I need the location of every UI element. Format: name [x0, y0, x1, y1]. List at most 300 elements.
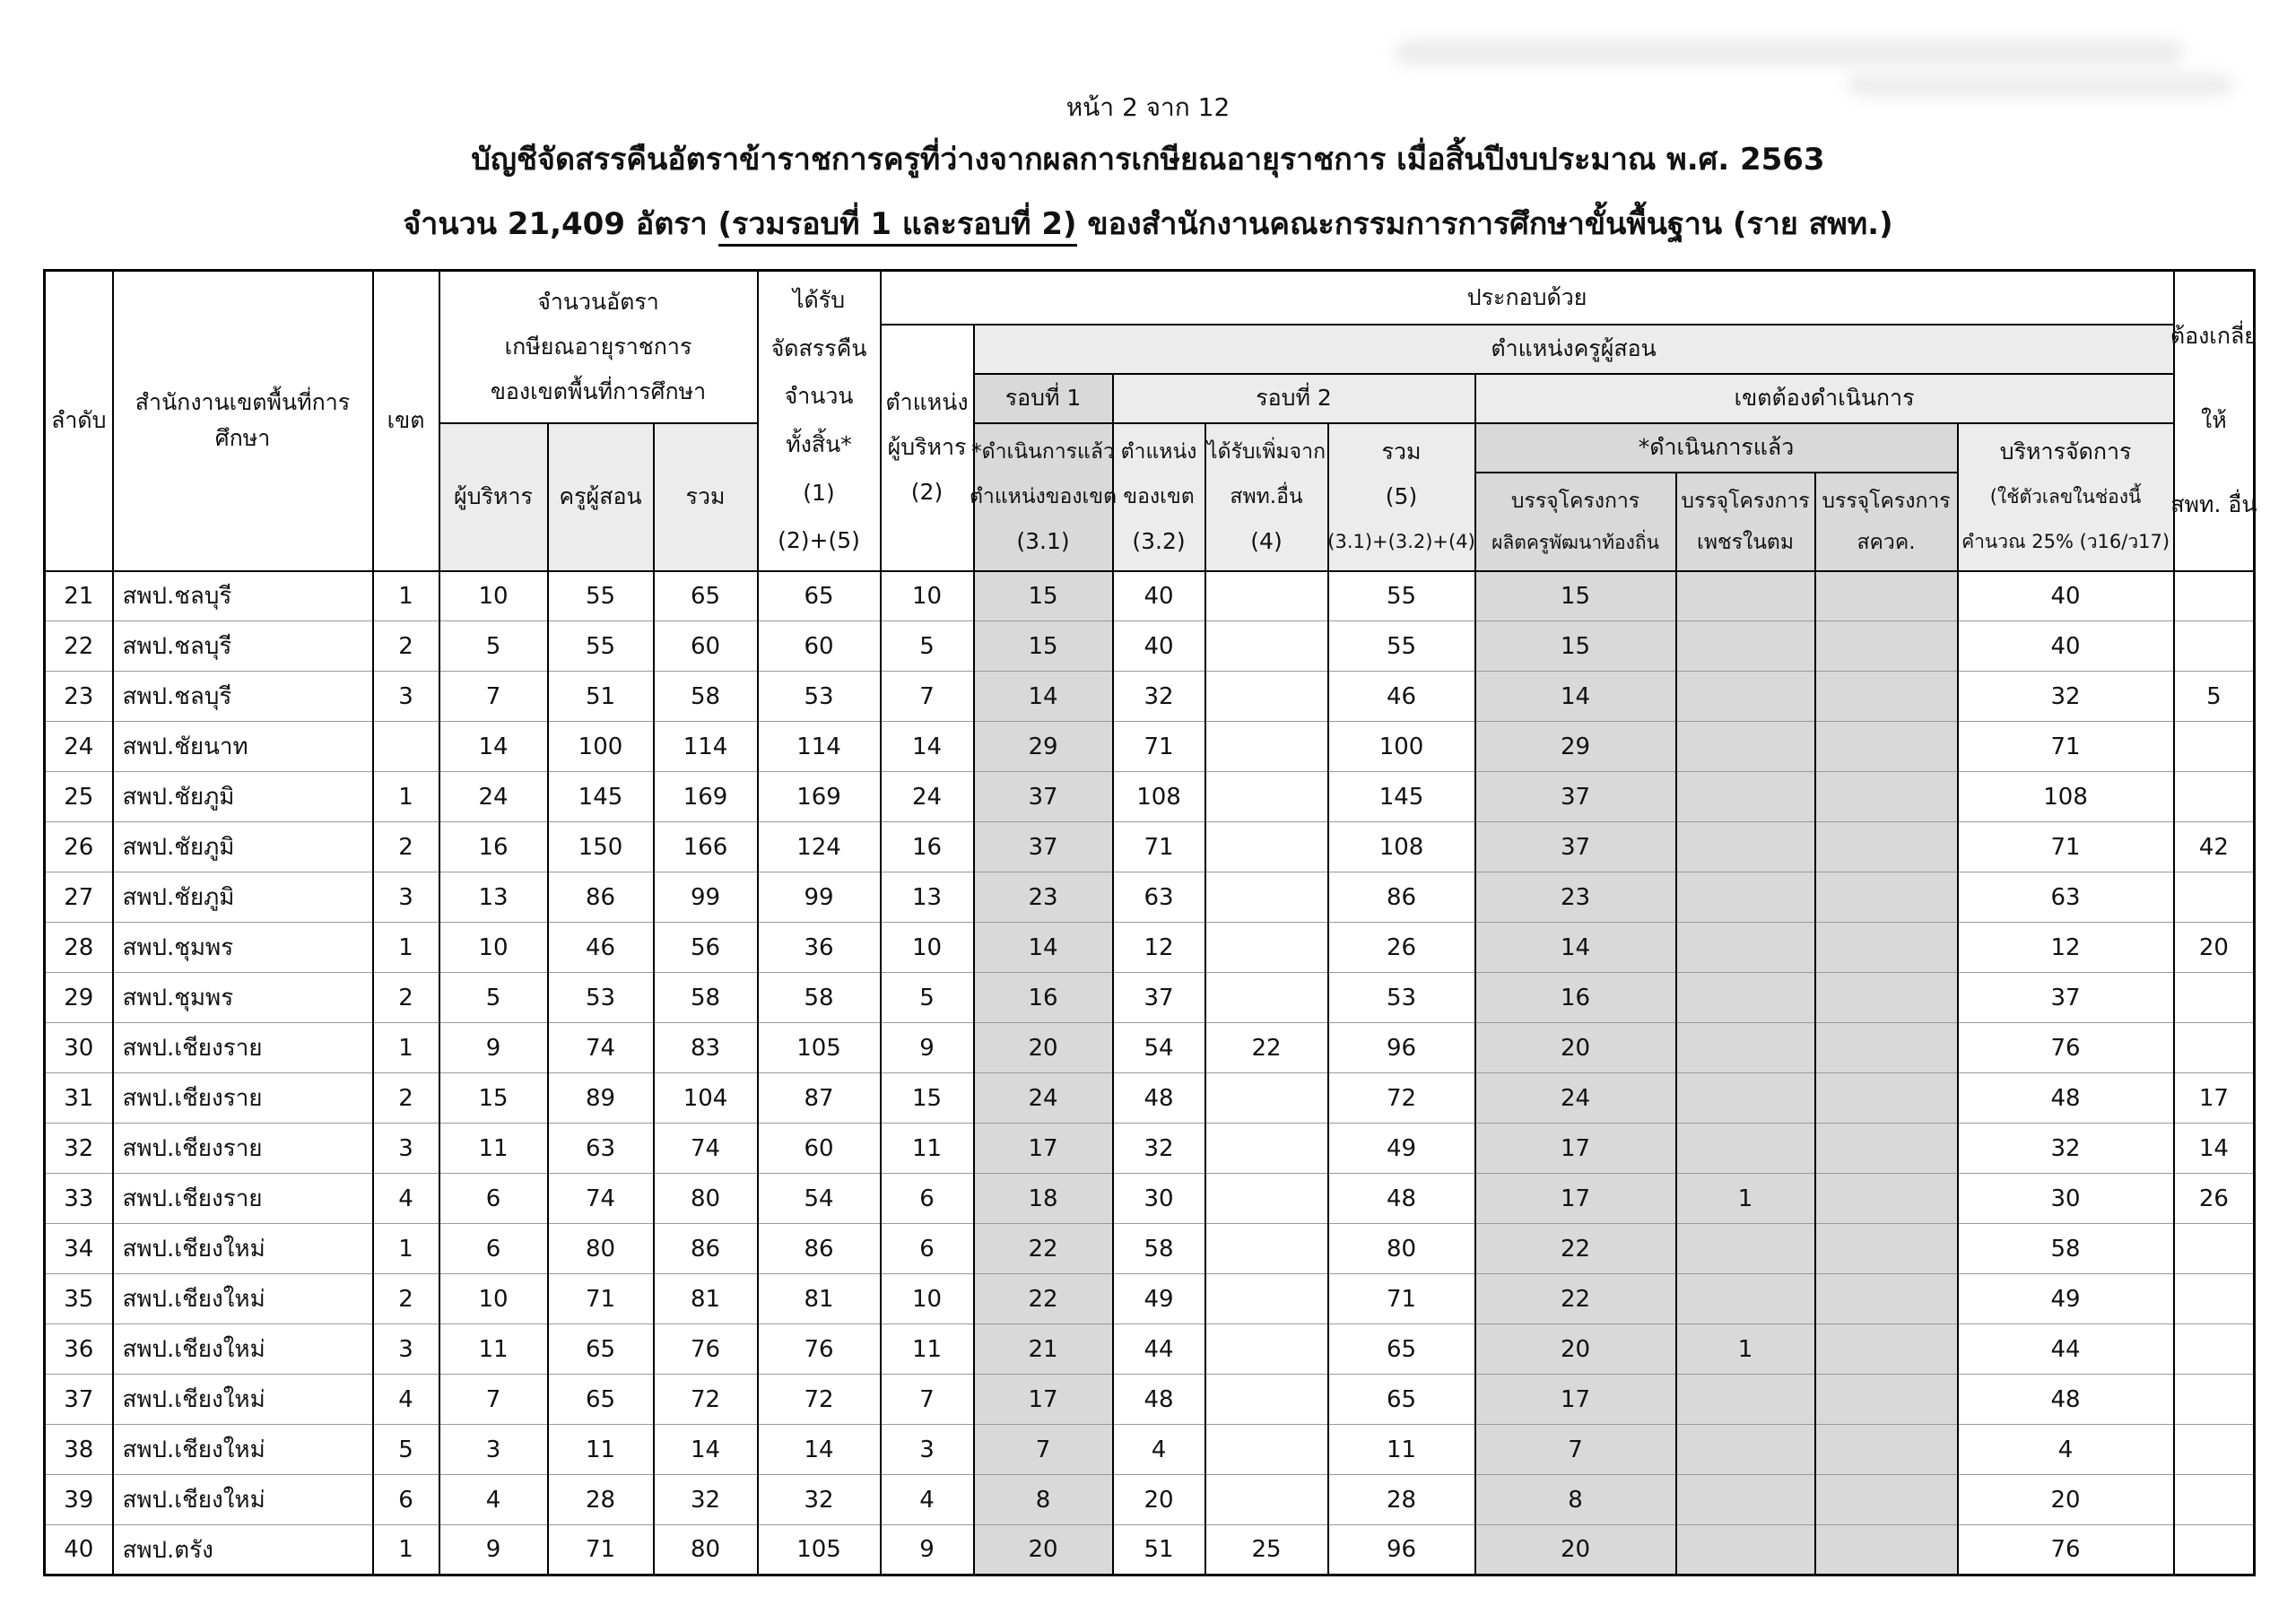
- table-row: [45, 1073, 2255, 1124]
- cell-phet: [1676, 1274, 1815, 1324]
- header-transfer-out: ต้องเกลี่ย ให้ สพท. อื่น: [2174, 271, 2255, 571]
- cell-c32: 49: [1113, 1274, 1205, 1324]
- cell-c5: 96: [1328, 1023, 1475, 1073]
- cell-local: 22: [1475, 1224, 1676, 1274]
- header-retired-total: รวม: [654, 423, 758, 571]
- cell-manage: 48: [1958, 1375, 2174, 1425]
- cell-c5: 48: [1328, 1174, 1475, 1224]
- table-row: [45, 973, 2255, 1023]
- cell-c32: 44: [1113, 1324, 1205, 1375]
- cell-office: สพป.ชัยภูมิ: [113, 772, 373, 822]
- cell-manage: 71: [1958, 722, 2174, 772]
- subtitle-suffix: ของสำนักงานคณะกรรมการการศึกษาขั้นพื้นฐาน (ราย สพท.): [1076, 206, 1893, 242]
- cell-admin: 7: [439, 672, 548, 722]
- cell-c2: 16: [881, 822, 974, 872]
- cell-no: 34: [45, 1224, 113, 1274]
- cell-skwk: [1815, 1375, 1958, 1425]
- header-manage: บริหารจัดการ (ใช้ตัวเลขในช่องนี้ คำนวณ 25% (ว16/ว17): [1958, 423, 2174, 571]
- cell-no: 35: [45, 1274, 113, 1324]
- cell-admin: 10: [439, 1274, 548, 1324]
- table-row: [45, 1375, 2255, 1425]
- cell-c31: 14: [974, 923, 1113, 973]
- header-retire-group: จำนวนอัตรา เกษียณอายุราชการ ของเขตพื้นที่การศึกษา: [439, 271, 758, 423]
- cell-total: 104: [654, 1073, 758, 1124]
- cell-total: 169: [654, 772, 758, 822]
- cell-skwk: [1815, 1324, 1958, 1375]
- cell-local: 22: [1475, 1274, 1676, 1324]
- cell-zone: 1: [373, 772, 439, 822]
- cell-total: 65: [654, 571, 758, 621]
- cell-skwk: [1815, 1174, 1958, 1224]
- cell-c4: [1205, 621, 1328, 672]
- cell-teacher: 100: [548, 722, 654, 772]
- cell-c5: 86: [1328, 872, 1475, 923]
- cell-c32: 51: [1113, 1525, 1205, 1575]
- cell-admin: 13: [439, 872, 548, 923]
- cell-c1: 105: [758, 1023, 881, 1073]
- cell-skwk: [1815, 872, 1958, 923]
- cell-phet: [1676, 772, 1815, 822]
- cell-zone: 3: [373, 1124, 439, 1174]
- cell-transfer: 42: [2174, 822, 2255, 872]
- cell-local: 16: [1475, 973, 1676, 1023]
- cell-local: 15: [1475, 621, 1676, 672]
- cell-no: 22: [45, 621, 113, 672]
- cell-c32: 4: [1113, 1425, 1205, 1475]
- cell-manage: 58: [1958, 1224, 2174, 1274]
- cell-zone: 2: [373, 973, 439, 1023]
- cell-phet: [1676, 872, 1815, 923]
- cell-transfer: [2174, 1224, 2255, 1274]
- cell-c31: 24: [974, 1073, 1113, 1124]
- cell-c32: 32: [1113, 672, 1205, 722]
- header-col-3-1: *ดำเนินการแล้ว ตำแหน่งของเขต (3.1): [974, 423, 1113, 571]
- cell-transfer: [2174, 973, 2255, 1023]
- cell-office: สพป.เชียงใหม่: [113, 1324, 373, 1375]
- cell-admin: 4: [439, 1475, 548, 1525]
- cell-office: สพป.ชุมพร: [113, 923, 373, 973]
- cell-c31: 17: [974, 1375, 1113, 1425]
- cell-total: 74: [654, 1124, 758, 1174]
- cell-c31: 16: [974, 973, 1113, 1023]
- cell-transfer: 5: [2174, 672, 2255, 722]
- header-project-local-teacher: บรรจุโครงการ ผลิตครูพัฒนาท้องถิ่น: [1475, 473, 1676, 571]
- cell-total: 32: [654, 1475, 758, 1525]
- cell-transfer: [2174, 772, 2255, 822]
- cell-office: สพป.ชุมพร: [113, 973, 373, 1023]
- cell-c2: 4: [881, 1475, 974, 1525]
- cell-c5: 53: [1328, 973, 1475, 1023]
- cell-c4: [1205, 1124, 1328, 1174]
- table-row: [45, 1224, 2255, 1274]
- cell-c5: 28: [1328, 1475, 1475, 1525]
- cell-teacher: 28: [548, 1475, 654, 1525]
- cell-c1: 54: [758, 1174, 881, 1224]
- cell-skwk: [1815, 1525, 1958, 1575]
- cell-c32: 12: [1113, 923, 1205, 973]
- cell-manage: 40: [1958, 571, 2174, 621]
- cell-c31: 18: [974, 1174, 1113, 1224]
- cell-teacher: 11: [548, 1425, 654, 1475]
- cell-skwk: [1815, 722, 1958, 772]
- cell-phet: [1676, 1425, 1815, 1475]
- document-subtitle: [0, 199, 2296, 247]
- cell-c1: 81: [758, 1274, 881, 1324]
- cell-transfer: [2174, 571, 2255, 621]
- cell-transfer: [2174, 621, 2255, 672]
- allocation-table: [43, 269, 2256, 1576]
- cell-c4: [1205, 1174, 1328, 1224]
- cell-c4: [1205, 1375, 1328, 1425]
- header-col-5: รวม (5) (3.1)+(3.2)+(4): [1328, 423, 1475, 571]
- cell-manage: 40: [1958, 621, 2174, 672]
- cell-no: 29: [45, 973, 113, 1023]
- header-retired-admin: ผู้บริหาร: [439, 423, 548, 571]
- cell-office: สพป.ตรัง: [113, 1525, 373, 1575]
- cell-skwk: [1815, 571, 1958, 621]
- cell-c5: 96: [1328, 1525, 1475, 1575]
- cell-local: 37: [1475, 772, 1676, 822]
- cell-total: 72: [654, 1375, 758, 1425]
- cell-local: 17: [1475, 1375, 1676, 1425]
- cell-zone: 1: [373, 923, 439, 973]
- cell-manage: 71: [1958, 822, 2174, 872]
- cell-no: 33: [45, 1174, 113, 1224]
- cell-teacher: 71: [548, 1525, 654, 1575]
- cell-phet: [1676, 1375, 1815, 1425]
- cell-local: 20: [1475, 1023, 1676, 1073]
- cell-c4: [1205, 923, 1328, 973]
- cell-c31: 17: [974, 1124, 1113, 1174]
- cell-c32: 48: [1113, 1375, 1205, 1425]
- cell-c5: 145: [1328, 772, 1475, 822]
- cell-teacher: 145: [548, 772, 654, 822]
- cell-admin: 24: [439, 772, 548, 822]
- cell-admin: 3: [439, 1425, 548, 1475]
- cell-total: 83: [654, 1023, 758, 1073]
- cell-phet: [1676, 571, 1815, 621]
- cell-admin: 11: [439, 1324, 548, 1375]
- cell-local: 17: [1475, 1124, 1676, 1174]
- table-row: [45, 822, 2255, 872]
- cell-c32: 48: [1113, 1073, 1205, 1124]
- header-col-4: ได้รับเพิ่มจาก สพท.อื่น (4): [1205, 423, 1328, 571]
- cell-c2: 6: [881, 1224, 974, 1274]
- cell-total: 86: [654, 1224, 758, 1274]
- header-project-skwk: บรรจุโครงการ สควค.: [1815, 473, 1958, 571]
- cell-office: สพป.ชลบุรี: [113, 571, 373, 621]
- cell-manage: 108: [1958, 772, 2174, 822]
- cell-zone: 2: [373, 1274, 439, 1324]
- cell-c4: 25: [1205, 1525, 1328, 1575]
- cell-teacher: 46: [548, 923, 654, 973]
- cell-c5: 108: [1328, 822, 1475, 872]
- cell-total: 58: [654, 973, 758, 1023]
- cell-c31: 21: [974, 1324, 1113, 1375]
- cell-office: สพป.ชลบุรี: [113, 621, 373, 672]
- cell-manage: 63: [1958, 872, 2174, 923]
- cell-c1: 36: [758, 923, 881, 973]
- cell-manage: 32: [1958, 672, 2174, 722]
- header-col-3-2: ตำแหน่ง ของเขต (3.2): [1113, 423, 1205, 571]
- cell-c5: 80: [1328, 1224, 1475, 1274]
- cell-transfer: [2174, 1023, 2255, 1073]
- cell-c1: 114: [758, 722, 881, 772]
- cell-c2: 7: [881, 1375, 974, 1425]
- cell-c2: 10: [881, 923, 974, 973]
- table-row: [45, 1525, 2255, 1575]
- cell-c4: [1205, 1475, 1328, 1525]
- header-round1-group: รอบที่ 1: [974, 374, 1113, 423]
- cell-admin: 15: [439, 1073, 548, 1124]
- cell-total: 56: [654, 923, 758, 973]
- cell-c31: 8: [974, 1475, 1113, 1525]
- cell-zone: 5: [373, 1425, 439, 1475]
- cell-c31: 22: [974, 1274, 1113, 1324]
- cell-total: 114: [654, 722, 758, 772]
- cell-skwk: [1815, 1475, 1958, 1525]
- header-round2-group: รอบที่ 2: [1113, 374, 1475, 423]
- cell-c1: 105: [758, 1525, 881, 1575]
- table-body: [45, 571, 2255, 1575]
- table-row: [45, 722, 2255, 772]
- cell-c32: 20: [1113, 1475, 1205, 1525]
- cell-c2: 5: [881, 621, 974, 672]
- header-no: ลำดับ: [45, 271, 113, 571]
- cell-c1: 65: [758, 571, 881, 621]
- cell-zone: 1: [373, 1525, 439, 1575]
- cell-local: 29: [1475, 722, 1676, 772]
- cell-zone: 4: [373, 1375, 439, 1425]
- cell-teacher: 51: [548, 672, 654, 722]
- cell-manage: 30: [1958, 1174, 2174, 1224]
- cell-local: 14: [1475, 923, 1676, 973]
- cell-zone: 6: [373, 1475, 439, 1525]
- table-row: [45, 1124, 2255, 1174]
- cell-c31: 29: [974, 722, 1113, 772]
- cell-c5: 26: [1328, 923, 1475, 973]
- cell-skwk: [1815, 672, 1958, 722]
- cell-c31: 15: [974, 571, 1113, 621]
- cell-c31: 20: [974, 1023, 1113, 1073]
- cell-transfer: [2174, 1274, 2255, 1324]
- document-title: บัญชีจัดสรรคืนอัตราข้าราชการครูที่ว่างจากผลการเกษียณอายุราชการ เมื่อสิ้นปีงบประมาณ พ.ศ. 2563: [471, 142, 1825, 178]
- cell-c1: 169: [758, 772, 881, 822]
- cell-admin: 5: [439, 621, 548, 672]
- cell-zone: 1: [373, 571, 439, 621]
- cell-no: 30: [45, 1023, 113, 1073]
- cell-phet: [1676, 1124, 1815, 1174]
- cell-c2: 10: [881, 1274, 974, 1324]
- cell-skwk: [1815, 822, 1958, 872]
- table-row: [45, 571, 2255, 621]
- cell-phet: [1676, 1475, 1815, 1525]
- cell-c2: 7: [881, 672, 974, 722]
- cell-transfer: [2174, 1375, 2255, 1425]
- cell-c1: 86: [758, 1224, 881, 1274]
- cell-c4: [1205, 722, 1328, 772]
- cell-manage: 32: [1958, 1124, 2174, 1174]
- cell-c5: 46: [1328, 672, 1475, 722]
- cell-c5: 55: [1328, 621, 1475, 672]
- cell-c2: 5: [881, 973, 974, 1023]
- cell-phet: 1: [1676, 1174, 1815, 1224]
- cell-phet: [1676, 722, 1815, 772]
- cell-admin: 6: [439, 1174, 548, 1224]
- cell-c32: 63: [1113, 872, 1205, 923]
- cell-manage: 48: [1958, 1073, 2174, 1124]
- table-row: [45, 1324, 2255, 1375]
- table-row: [45, 621, 2255, 672]
- cell-total: 80: [654, 1525, 758, 1575]
- cell-manage: 76: [1958, 1525, 2174, 1575]
- table-header: [45, 271, 2255, 571]
- cell-c5: 11: [1328, 1425, 1475, 1475]
- cell-total: 76: [654, 1324, 758, 1375]
- header-zone-action-group: เขตต้องดำเนินการ: [1475, 374, 2174, 423]
- cell-c1: 53: [758, 672, 881, 722]
- cell-c5: 72: [1328, 1073, 1475, 1124]
- cell-zone: 2: [373, 621, 439, 672]
- cell-total: 166: [654, 822, 758, 872]
- cell-phet: [1676, 1224, 1815, 1274]
- cell-office: สพป.เชียงราย: [113, 1073, 373, 1124]
- cell-zone: 1: [373, 1023, 439, 1073]
- cell-manage: 4: [1958, 1425, 2174, 1475]
- cell-transfer: [2174, 1425, 2255, 1475]
- cell-c5: 71: [1328, 1274, 1475, 1324]
- subtitle-underlined-segment: (รวมรอบที่ 1 และรอบที่ 2): [718, 206, 1077, 247]
- cell-local: 24: [1475, 1073, 1676, 1124]
- cell-c2: 9: [881, 1525, 974, 1575]
- cell-c32: 40: [1113, 621, 1205, 672]
- cell-c5: 100: [1328, 722, 1475, 772]
- cell-phet: [1676, 923, 1815, 973]
- cell-c4: [1205, 1324, 1328, 1375]
- cell-office: สพป.เชียงใหม่: [113, 1375, 373, 1425]
- cell-skwk: [1815, 1124, 1958, 1174]
- cell-admin: 14: [439, 722, 548, 772]
- cell-c2: 13: [881, 872, 974, 923]
- cell-skwk: [1815, 1023, 1958, 1073]
- cell-no: 31: [45, 1073, 113, 1124]
- cell-manage: 12: [1958, 923, 2174, 973]
- cell-transfer: [2174, 872, 2255, 923]
- cell-admin: 11: [439, 1124, 548, 1174]
- cell-office: สพป.เชียงราย: [113, 1174, 373, 1224]
- cell-teacher: 80: [548, 1224, 654, 1274]
- cell-no: 25: [45, 772, 113, 822]
- cell-phet: [1676, 621, 1815, 672]
- cell-no: 37: [45, 1375, 113, 1425]
- table-row: [45, 1475, 2255, 1525]
- cell-c1: 32: [758, 1475, 881, 1525]
- cell-c32: 32: [1113, 1124, 1205, 1174]
- table-row: [45, 923, 2255, 973]
- cell-total: 99: [654, 872, 758, 923]
- cell-transfer: 17: [2174, 1073, 2255, 1124]
- header-admin-position: ตำแหน่ง ผู้บริหาร (2): [881, 325, 974, 571]
- cell-c2: 3: [881, 1425, 974, 1475]
- cell-c4: [1205, 772, 1328, 822]
- cell-c31: 7: [974, 1425, 1113, 1475]
- cell-transfer: 14: [2174, 1124, 2255, 1174]
- cell-phet: 1: [1676, 1324, 1815, 1375]
- cell-no: 21: [45, 571, 113, 621]
- header-consist-group: ประกอบด้วย: [881, 271, 2174, 325]
- table-row: [45, 872, 2255, 923]
- cell-teacher: 74: [548, 1174, 654, 1224]
- cell-office: สพป.เชียงราย: [113, 1124, 373, 1174]
- cell-c32: 30: [1113, 1174, 1205, 1224]
- table-row: [45, 672, 2255, 722]
- cell-transfer: [2174, 1324, 2255, 1375]
- cell-skwk: [1815, 1224, 1958, 1274]
- cell-teacher: 150: [548, 822, 654, 872]
- cell-teacher: 53: [548, 973, 654, 1023]
- cell-manage: 44: [1958, 1324, 2174, 1375]
- cell-local: 14: [1475, 672, 1676, 722]
- cell-c4: [1205, 672, 1328, 722]
- cell-c2: 10: [881, 571, 974, 621]
- cell-teacher: 55: [548, 621, 654, 672]
- header-zone: เขต: [373, 271, 439, 571]
- cell-local: 7: [1475, 1425, 1676, 1475]
- cell-c4: [1205, 973, 1328, 1023]
- cell-zone: 4: [373, 1174, 439, 1224]
- cell-office: สพป.เชียงใหม่: [113, 1425, 373, 1475]
- cell-teacher: 71: [548, 1274, 654, 1324]
- cell-office: สพป.ชัยนาท: [113, 722, 373, 772]
- cell-office: สพป.เชียงใหม่: [113, 1475, 373, 1525]
- cell-phet: [1676, 1073, 1815, 1124]
- cell-office: สพป.เชียงใหม่: [113, 1274, 373, 1324]
- cell-skwk: [1815, 621, 1958, 672]
- cell-manage: 20: [1958, 1475, 2174, 1525]
- cell-skwk: [1815, 923, 1958, 973]
- cell-c32: 40: [1113, 571, 1205, 621]
- cell-c1: 87: [758, 1073, 881, 1124]
- cell-no: 23: [45, 672, 113, 722]
- table-row: [45, 1425, 2255, 1475]
- cell-local: 37: [1475, 822, 1676, 872]
- cell-manage: 76: [1958, 1023, 2174, 1073]
- cell-c32: 58: [1113, 1224, 1205, 1274]
- cell-skwk: [1815, 1425, 1958, 1475]
- cell-c2: 11: [881, 1324, 974, 1375]
- cell-c1: 58: [758, 973, 881, 1023]
- cell-zone: 1: [373, 1224, 439, 1274]
- cell-admin: 9: [439, 1525, 548, 1575]
- scan-smudge: [1395, 39, 2184, 66]
- cell-teacher: 63: [548, 1124, 654, 1174]
- cell-c4: [1205, 1224, 1328, 1274]
- cell-skwk: [1815, 973, 1958, 1023]
- cell-c32: 54: [1113, 1023, 1205, 1073]
- cell-total: 14: [654, 1425, 758, 1475]
- cell-c1: 99: [758, 872, 881, 923]
- cell-local: 20: [1475, 1324, 1676, 1375]
- cell-c4: [1205, 1073, 1328, 1124]
- page-indicator: หน้า 2 จาก 12: [1065, 92, 1231, 122]
- header-office: สำนักงานเขตพื้นที่การศึกษา: [113, 271, 373, 571]
- cell-teacher: 55: [548, 571, 654, 621]
- cell-phet: [1676, 973, 1815, 1023]
- cell-c2: 6: [881, 1174, 974, 1224]
- cell-c31: 22: [974, 1224, 1113, 1274]
- cell-c32: 71: [1113, 722, 1205, 772]
- cell-no: 39: [45, 1475, 113, 1525]
